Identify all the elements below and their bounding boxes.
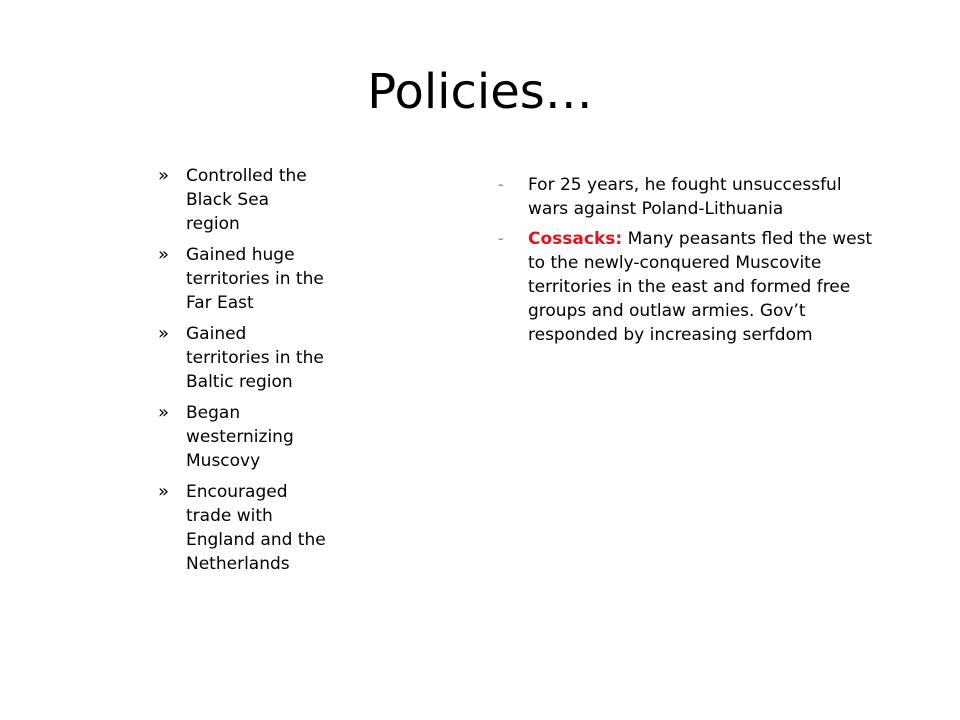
left-bullet-list bbox=[158, 164, 328, 583]
dash-bullet-icon: – bbox=[498, 232, 504, 245]
right-bullet-list bbox=[498, 173, 883, 353]
chevron-bullet-icon: » bbox=[158, 323, 170, 344]
item-lead: Cossacks: bbox=[528, 229, 623, 249]
dash-bullet-icon: – bbox=[498, 178, 504, 191]
chevron-bullet-icon: » bbox=[158, 165, 170, 186]
list-item bbox=[498, 173, 883, 221]
list-item bbox=[158, 322, 328, 394]
slide-title: Policies… bbox=[367, 64, 593, 120]
chevron-bullet-icon: » bbox=[158, 481, 170, 502]
list-item bbox=[158, 243, 328, 315]
list-item-text bbox=[528, 173, 883, 221]
list-item bbox=[158, 480, 328, 576]
list-item-text: Gained territories in the Baltic region bbox=[186, 324, 324, 392]
list-item bbox=[158, 164, 328, 236]
list-item-text: Began westernizing Muscovy bbox=[186, 403, 294, 471]
item-body: Many peasants fled the west to the newly-conquered Muscovite territories in the east and formed free groups and outlaw armies. Gov’t responded by increasing serfdom bbox=[528, 229, 873, 345]
list-item-text: Gained huge territories in the Far East bbox=[186, 245, 324, 313]
list-item-text: Encouraged trade with England and the Netherlands bbox=[186, 482, 326, 574]
item-body: For 25 years, he fought unsuccessful wars against Poland-Lithuania bbox=[528, 175, 842, 219]
list-item-text bbox=[528, 227, 883, 347]
list-item-text: Controlled the Black Sea region bbox=[186, 166, 307, 234]
list-item bbox=[158, 401, 328, 473]
chevron-bullet-icon: » bbox=[158, 402, 170, 423]
list-item bbox=[498, 227, 883, 347]
chevron-bullet-icon: » bbox=[158, 244, 170, 265]
